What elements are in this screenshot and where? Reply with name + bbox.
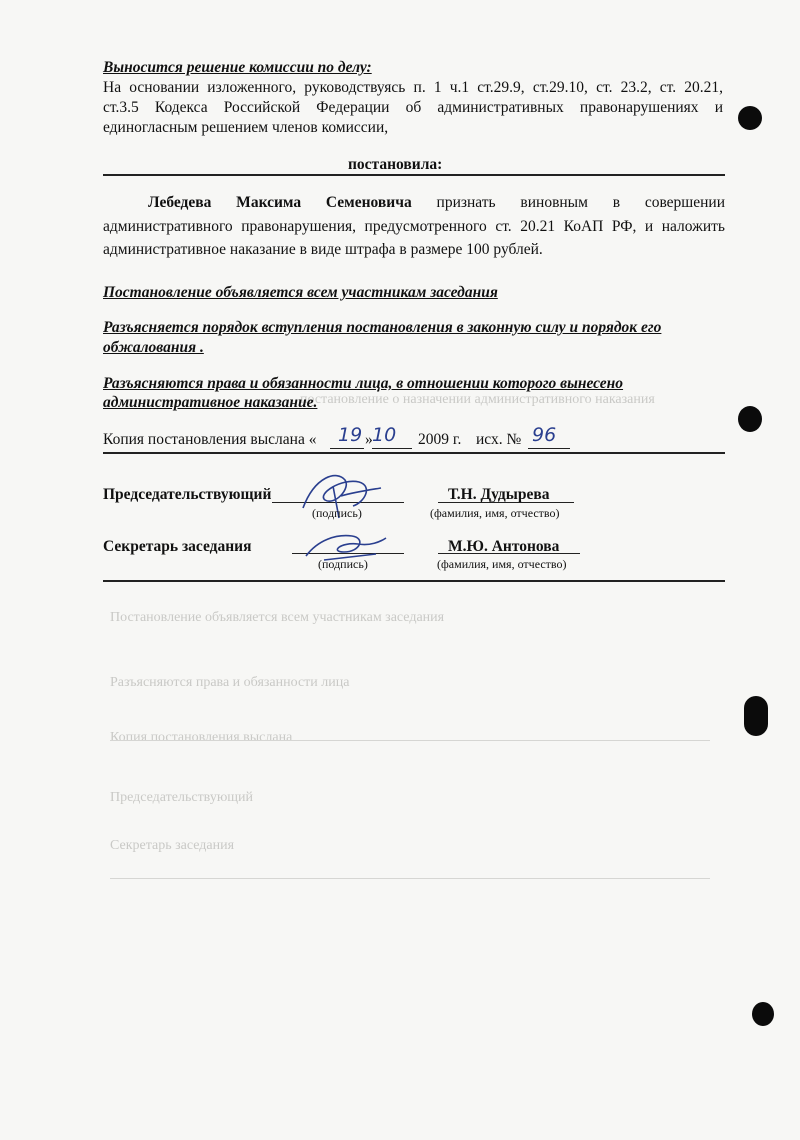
copy-month-underline: [372, 448, 412, 449]
chair-name-line: [438, 502, 574, 503]
punch-hole: [738, 406, 762, 432]
section-divider: [103, 452, 725, 454]
copy-number-handwritten: 96: [532, 424, 557, 446]
copy-sent-label: Копия постановления выслана «: [103, 431, 317, 448]
procedure-text: обжалования .: [103, 339, 204, 356]
secretary-name-line: [438, 553, 580, 554]
chair-role: Председательствующий: [103, 486, 272, 503]
decision-text-line: На основании изложенного, руководствуясь п. 1 ч.1 ст.29.9, ст.29.10, ст. 23.2, ст. 20.21,: [103, 79, 723, 96]
verdict-line: административного правонарушения, предусмотренного ст. 20.21 КоАП РФ, и наложить: [103, 218, 725, 235]
secretary-name: М.Ю. Антонова: [448, 538, 560, 555]
copy-year: 2009 г.: [418, 431, 462, 448]
section-divider: [103, 580, 725, 582]
bleed-through-text: Копия постановления выслана: [110, 730, 293, 745]
bleed-through-text: постановление о назначении административного наказания: [300, 392, 655, 407]
copy-number-label: исх. №: [476, 431, 522, 448]
bleed-through-rule: [110, 740, 710, 741]
copy-date-quote: »: [365, 431, 373, 448]
decision-text-line: ст.3.5 Кодекса Российской Федерации об административных правонарушениях и: [103, 99, 723, 116]
punch-hole: [744, 696, 768, 736]
verdict-line: административное наказание в виде штрафа в размере 100 рублей.: [103, 241, 543, 258]
verdict-line: [148, 193, 725, 213]
offender-name: Лебедева Максима Семеновича: [148, 194, 412, 211]
section-divider: [103, 174, 725, 176]
chair-name: Т.Н. Дудырева: [448, 486, 550, 503]
punch-hole: [752, 1002, 774, 1026]
bleed-through-rule: [110, 878, 710, 879]
bleed-through-text: Председательствующий: [110, 790, 254, 805]
bleed-through-text: Разъясняются права и обязанности лица: [110, 675, 350, 690]
decision-text-line: единогласным решением членов комиссии,: [103, 119, 389, 136]
announce-text: Постановление объявляется всем участникам заседания: [103, 284, 498, 301]
bleed-through-text: Секретарь заседания: [110, 838, 235, 853]
rights-text: Разъясняются права и обязанности лица, в отношении которого вынесено: [103, 375, 624, 392]
secretary-role: Секретарь заседания: [103, 538, 252, 555]
chair-name-caption: (фамилия, имя, отчество): [430, 506, 560, 520]
copy-day-handwritten: 19: [338, 424, 363, 446]
copy-day-underline: [330, 448, 364, 449]
procedure-text: Разъясняется порядок вступления постановления в законную силу и порядок его: [103, 319, 662, 336]
copy-sent-line: [103, 430, 316, 450]
decision-heading: Выносится решение комиссии по делу:: [103, 59, 372, 76]
bleed-through-text: Постановление объявляется всем участникам заседания: [110, 610, 445, 625]
chair-signature-caption: (подпись): [312, 506, 362, 520]
resolved-heading: постановила:: [348, 156, 443, 173]
copy-month-handwritten: 10: [372, 424, 397, 446]
secretary-name-caption: (фамилия, имя, отчество): [437, 557, 567, 571]
copy-number-underline: [528, 448, 570, 449]
punch-hole: [738, 106, 762, 130]
verdict-text: признать виновным в совершении: [436, 194, 726, 211]
secretary-signature-caption: (подпись): [318, 557, 368, 571]
rights-text: административное наказание.: [103, 394, 318, 411]
